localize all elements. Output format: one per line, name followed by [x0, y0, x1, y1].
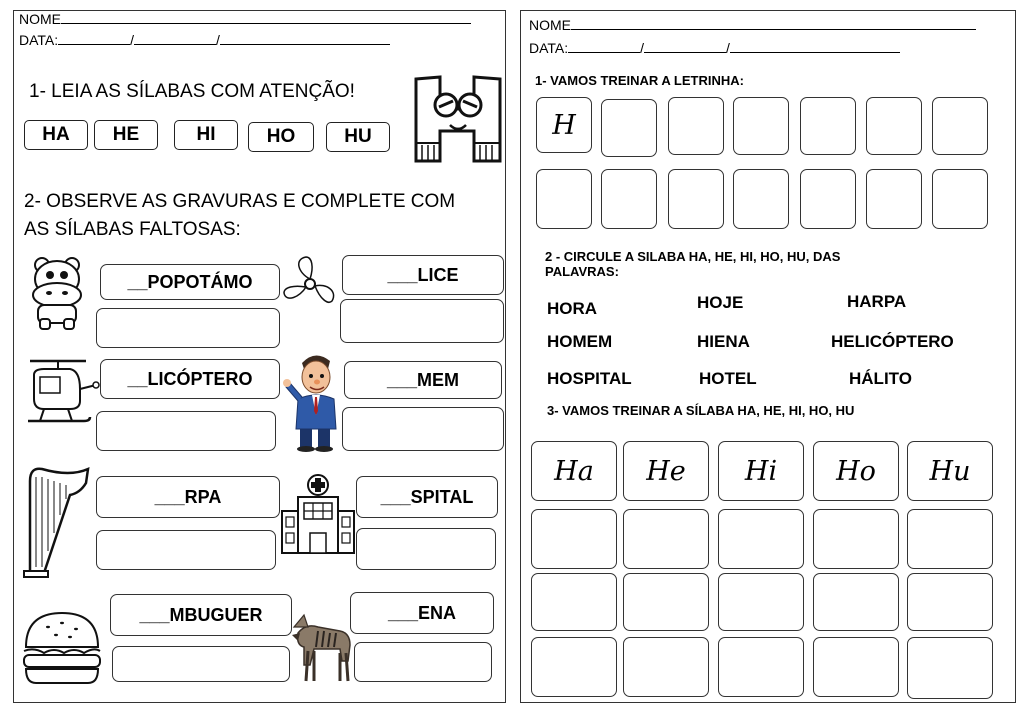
- syllable-example-box: He: [623, 441, 709, 501]
- syllable-practice-box[interactable]: [531, 509, 617, 569]
- name-line: NOME: [19, 11, 471, 28]
- letter-practice-box[interactable]: [800, 169, 856, 229]
- name-line: NOME: [529, 17, 976, 34]
- syllable-practice-box[interactable]: [531, 637, 617, 697]
- question-3-text: 3- VAMOS TREINAR A SÍLABA HA, HE, HI, HO, HU: [547, 403, 855, 418]
- syllable-example-box: Hu: [907, 441, 993, 501]
- syllable-practice-box[interactable]: [813, 637, 899, 697]
- letter-practice-box[interactable]: [932, 97, 988, 155]
- word-item: HORA: [547, 299, 598, 318]
- syllable-hu: HU: [326, 122, 390, 152]
- answer-box-3[interactable]: [96, 411, 276, 451]
- hyena-icon: [292, 605, 354, 683]
- word-hamburguer: ___MBUGUER: [110, 594, 292, 636]
- date-line: DATA: / /: [19, 32, 390, 49]
- word-hiena: ___ENA: [350, 592, 494, 634]
- word-item: HOMEM: [547, 332, 613, 351]
- word-homem: ___MEM: [344, 361, 502, 399]
- question-2-line-2: AS SÍLABAS FALTOSAS:: [24, 219, 241, 240]
- word-item: HOTEL: [699, 369, 757, 388]
- letter-h-character-icon: [412, 69, 504, 169]
- answer-box-1[interactable]: [96, 308, 280, 348]
- syllable-practice-box[interactable]: [623, 509, 709, 569]
- hippo-icon: [22, 253, 92, 331]
- syllable-example-box: Hi: [718, 441, 804, 501]
- answer-box-8[interactable]: [354, 642, 492, 682]
- word-item: HOJE: [697, 293, 744, 312]
- letter-practice-box[interactable]: [866, 169, 922, 229]
- word-item: HOSPITAL: [547, 369, 632, 388]
- word-item: HELICÓPTERO: [831, 332, 954, 351]
- propeller-icon: [278, 253, 342, 315]
- word-item: HARPA: [847, 292, 907, 311]
- worksheet-left: [13, 10, 506, 703]
- letter-example-box: H: [536, 97, 592, 153]
- syllable-practice-box[interactable]: [813, 573, 899, 631]
- question-2-line-1: 2- OBSERVE AS GRAVURAS E COMPLETE COM: [24, 191, 456, 212]
- letter-practice-box[interactable]: [866, 97, 922, 155]
- answer-box-6[interactable]: [356, 528, 496, 570]
- syllable-hi: HI: [174, 120, 238, 150]
- syllable-example-box: Ho: [813, 441, 899, 501]
- letter-practice-box[interactable]: [601, 99, 657, 157]
- date-line: DATA: / /: [529, 40, 900, 57]
- syllable-practice-box[interactable]: [907, 637, 993, 699]
- helicopter-icon: [20, 355, 98, 435]
- syllable-practice-box[interactable]: [718, 509, 804, 569]
- question-1-text: 1- VAMOS TREINAR A LETRINHA:: [535, 73, 744, 88]
- word-helicoptero: __LICÓPTERO: [100, 359, 280, 399]
- letter-practice-box[interactable]: [601, 169, 657, 229]
- question-2-line-2: PALAVRAS:: [545, 264, 619, 279]
- letter-practice-box[interactable]: [668, 169, 724, 229]
- worksheet-right: [520, 10, 1016, 703]
- question-2-line-1: 2 - CIRCULE A SILABA HA, HE, HI, HO, HU, DAS: [545, 249, 841, 264]
- syllable-practice-box[interactable]: [623, 573, 709, 631]
- hospital-icon: [280, 473, 356, 555]
- answer-box-4[interactable]: [342, 407, 504, 451]
- answer-box-5[interactable]: [96, 530, 276, 570]
- word-hipopotamo: __POPOTÁMO: [100, 264, 280, 300]
- man-icon: [282, 349, 348, 453]
- syllable-he: HE: [94, 120, 158, 150]
- letter-practice-box[interactable]: [932, 169, 988, 229]
- syllable-practice-box[interactable]: [813, 509, 899, 569]
- word-item: HÁLITO: [849, 369, 912, 388]
- question-1-text: 1- LEIA AS SÍLABAS COM ATENÇÃO!: [29, 81, 355, 102]
- word-item: HIENA: [697, 332, 750, 351]
- syllable-practice-box[interactable]: [718, 637, 804, 697]
- hamburger-icon: [20, 609, 104, 689]
- syllable-practice-box[interactable]: [907, 573, 993, 631]
- syllable-practice-box[interactable]: [623, 637, 709, 697]
- word-harpa: ___RPA: [96, 476, 280, 518]
- letter-practice-box[interactable]: [733, 97, 789, 155]
- syllable-ho: HO: [248, 122, 314, 152]
- syllable-practice-box[interactable]: [531, 573, 617, 631]
- letter-practice-box[interactable]: [536, 169, 592, 229]
- answer-box-7[interactable]: [112, 646, 290, 682]
- harp-icon: [20, 463, 92, 579]
- syllable-practice-box[interactable]: [718, 573, 804, 631]
- syllable-practice-box[interactable]: [907, 509, 993, 569]
- letter-practice-box[interactable]: [668, 97, 724, 155]
- word-helice: ___LICE: [342, 255, 504, 295]
- word-hospital: ___SPITAL: [356, 476, 498, 518]
- letter-practice-box[interactable]: [800, 97, 856, 155]
- syllable-example-box: Ha: [531, 441, 617, 501]
- letter-practice-box[interactable]: [733, 169, 789, 229]
- answer-box-2[interactable]: [340, 299, 504, 343]
- syllable-ha: HA: [24, 120, 88, 150]
